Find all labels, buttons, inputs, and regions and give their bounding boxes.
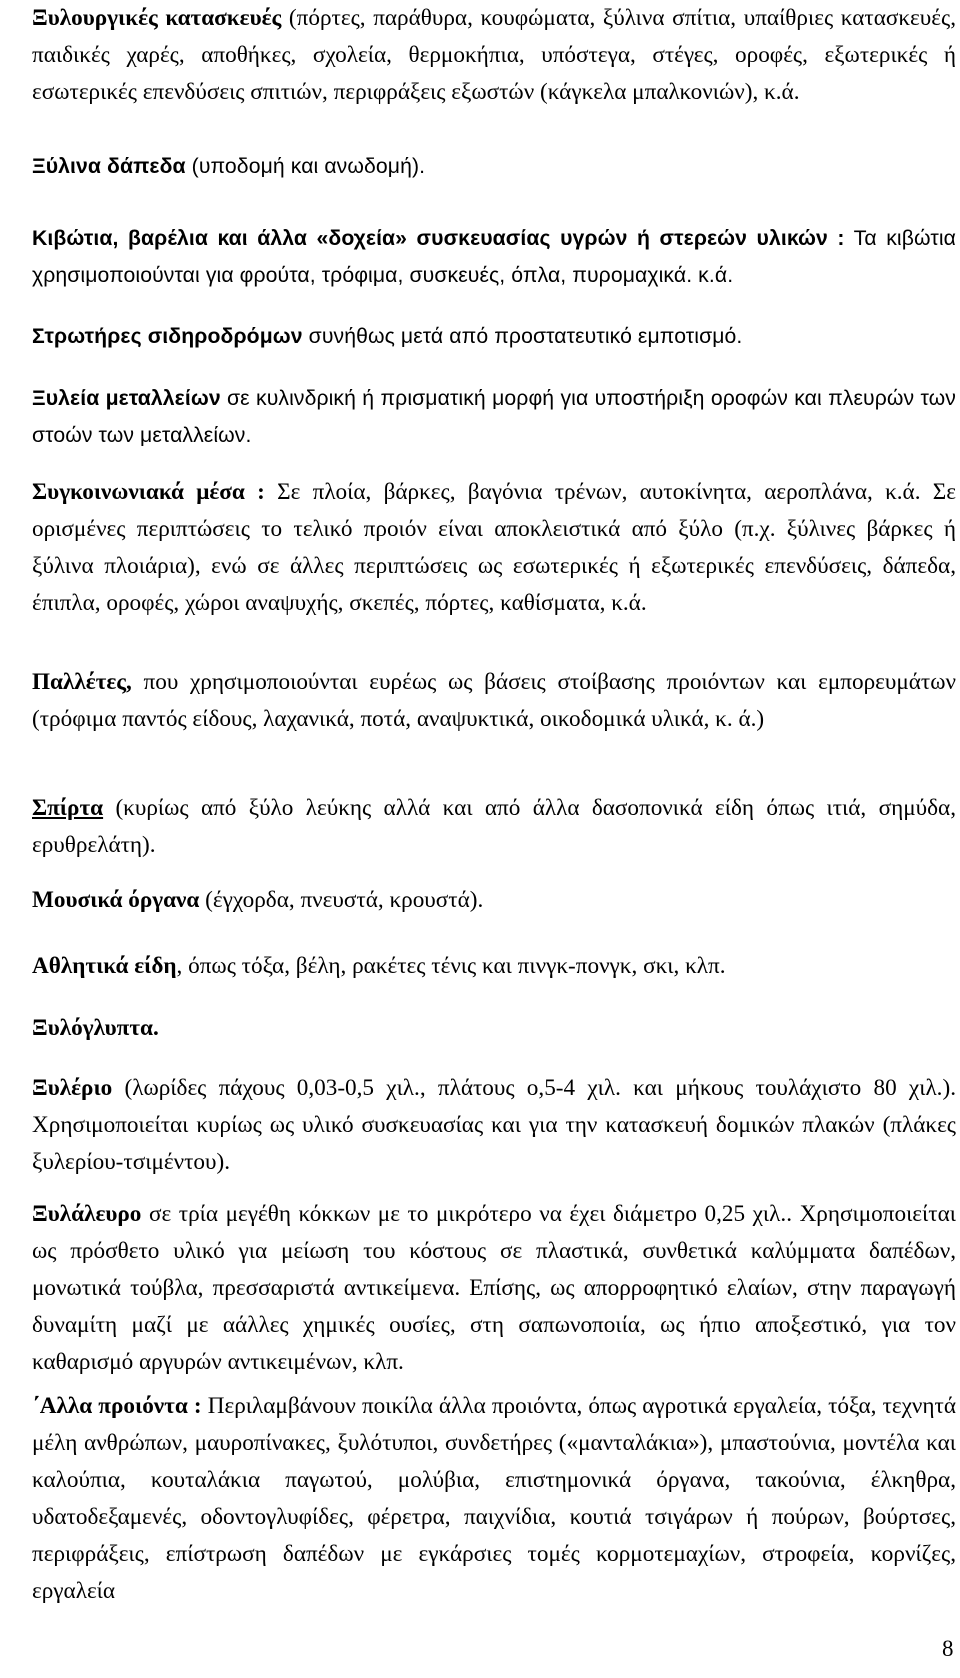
paragraph-text: (λωρίδες πάχους 0,03-0,5 χιλ., πλάτους ο,5-4 χιλ. και μήκους τουλάχιστο 80 χιλ.). Χρησιμοποιείται κυρίως ως υλικό συσκευασίας και για την κατασκευή δομικών πλακών (πλάκες ξυλερίου-τσιμέντου). xyxy=(32,1075,956,1175)
paragraph-crates-barrels xyxy=(32,220,956,294)
paragraph-text: Τα κιβώτια χρησιμοποιούνται για φρούτα, τρόφιμα, συσκευές, όπλα, πυρομαχικά. κ.ά. xyxy=(32,227,956,287)
paragraph-text: που χρησιμοποιούνται ευρέως ως βάσεις στοίβασης προιόντων και εμπορευμάτων (τρόφιμα παντός είδους, λαχανικά, ποτά, αναψυκτικά, οικοδομικά υλικά, κ. ά.) xyxy=(32,669,956,732)
paragraph-other-products xyxy=(32,1388,956,1610)
paragraph-title: Ξυλεία μεταλλείων xyxy=(32,387,221,410)
paragraph-title: Σπίρτα xyxy=(32,795,104,821)
paragraph-sports-goods xyxy=(32,948,956,985)
paragraph-title: Ξυλέριο xyxy=(32,1075,113,1101)
paragraph-woodcarvings xyxy=(32,1010,956,1047)
paragraph-text: συνήθως μετά από προστατευτικό εμποτισμό. xyxy=(302,325,743,348)
paragraph-text: Περιλαμβάνουν ποικίλα άλλα προιόντα, όπως αγροτικά εργαλεία, τόξα, τεχνητά μέλη ανθρώπων, μαυροπίνακες, ξυλότυποι, συνδετήρες («μανταλάκια»), μπαστούνια, μοντέλα και καλούπια, κουταλάκια παγωτού, μολύβια, επιστημονικά όργανα, τακούνια, έλκηθρα, υδατοδεξαμενές, οδοντογλυφίδες, φέρετρα, παιχνίδια, κουτιά τσιγάρων ή πούρων, βούρτσες, περιφράξεις, επίστρωση δαπέδων με εγκάρσιες τομές κορμοτεμαχίων, στροφεία, κορνίζες, εργαλεία xyxy=(32,1393,956,1604)
page-number: 8 xyxy=(942,1636,954,1661)
paragraph-text: σε κυλινδρική ή πρισματική μορφή για υποστήριξη οροφών και πλευρών των στοών των μεταλλείων. xyxy=(32,387,956,447)
paragraph-wood-flour xyxy=(32,1196,956,1381)
paragraph-title: Παλλέτες, xyxy=(32,669,132,695)
paragraph-woodwork xyxy=(32,0,956,111)
paragraph-pallets xyxy=(32,664,956,738)
paragraph-text: (κυρίως από ξύλο λεύκης αλλά και από άλλα δασοπονικά είδη όπως ιτιά, σημύδα, ερυθρελάτη). xyxy=(32,795,956,858)
paragraph-title: Ξύλινα δάπεδα xyxy=(32,155,186,178)
paragraph-title: Συγκοινωνιακά μέσα : xyxy=(32,479,265,505)
paragraph-railway-sleepers xyxy=(32,318,956,355)
paragraph-title: Αθλητικά είδη xyxy=(32,953,177,979)
paragraph-excelsior xyxy=(32,1070,956,1181)
paragraph-text: (υποδομή και ανωδομή). xyxy=(185,155,426,178)
paragraph-title: Ξυλουργικές κατασκευές xyxy=(32,5,282,31)
paragraph-mine-timber xyxy=(32,380,956,454)
paragraph-transport xyxy=(32,474,956,622)
paragraph-text: Σε πλοία, βάρκες, βαγόνια τρένων, αυτοκίνητα, αεροπλάνα, κ.ά. Σε ορισμένες περιπτώσεις το τελικό προιόν είναι αποκλειστικά από ξύλο (π.χ. ξύλινες βάρκες ή ξύλινα πλοιάρια), ενώ σε άλλες περιπτώσεις ως εσωτερικές ή εξωτερικές επενδύσεις, δάπεδα, έπιπλα, οροφές, χώροι αναψυχής, σκεπές, πόρτες, καθίσματα, κ.ά. xyxy=(32,479,956,616)
paragraph-title: ΄Αλλα προιόντα : xyxy=(32,1393,202,1419)
paragraph-wooden-floors xyxy=(32,148,956,185)
paragraph-title: Ξυλόγλυπτα. xyxy=(32,1015,159,1041)
paragraph-title: Στρωτήρες σιδηροδρόμων xyxy=(32,325,303,348)
paragraph-matches xyxy=(32,790,956,864)
paragraph-title: Μουσικά όργανα xyxy=(32,887,200,913)
paragraph-text: , όπως τόξα, βέλη, ρακέτες τένις και πινγκ-πονγκ, σκι, κλπ. xyxy=(176,953,726,979)
paragraph-text: σε τρία μεγέθη κόκκων με το μικρότερο να έχει διάμετρο 0,25 χιλ.. Χρησιμοποιείται ως πρόσθετο υλικό για μείωση του κόστους σε πλαστικά, συνθετικά καλύμματα δαπέδων, μονωτικά τούβλα, πρεσσαριστά αντικείμενα. Επίσης, ως απορροφητικό ελαίων, στην παραγωγή δυναμίτη μαζί με αάλλες χημικές ουσίες, στη σαπωνοποιία, ως ήπιο αποξεστικό, για τον καθαρισμό αργυρών αντικειμένων, κλπ. xyxy=(32,1201,956,1375)
paragraph-title: Κιβώτια, βαρέλια και άλλα «δοχεία» συσκευασίας υγρών ή στερεών υλικών : xyxy=(32,227,845,250)
paragraph-instruments xyxy=(32,882,956,919)
paragraph-title: Ξυλάλευρο xyxy=(32,1201,142,1227)
paragraph-text: (πόρτες, παράθυρα, κουφώματα, ξύλινα σπίτια, υπαίθριες κατασκευές, παιδικές χαρές, αποθήκες, σχολεία, θερμοκήπια, υπόστεγα, στέγες, οροφές, εξωτερικές ή εσωτερικές επενδύσεις σπιτιών, περιφράξεις εξωστών (κάγκελα μπαλκονιών), κ.ά. xyxy=(32,5,956,105)
paragraph-text: (έγχορδα, πνευστά, κρουστά). xyxy=(199,887,484,913)
